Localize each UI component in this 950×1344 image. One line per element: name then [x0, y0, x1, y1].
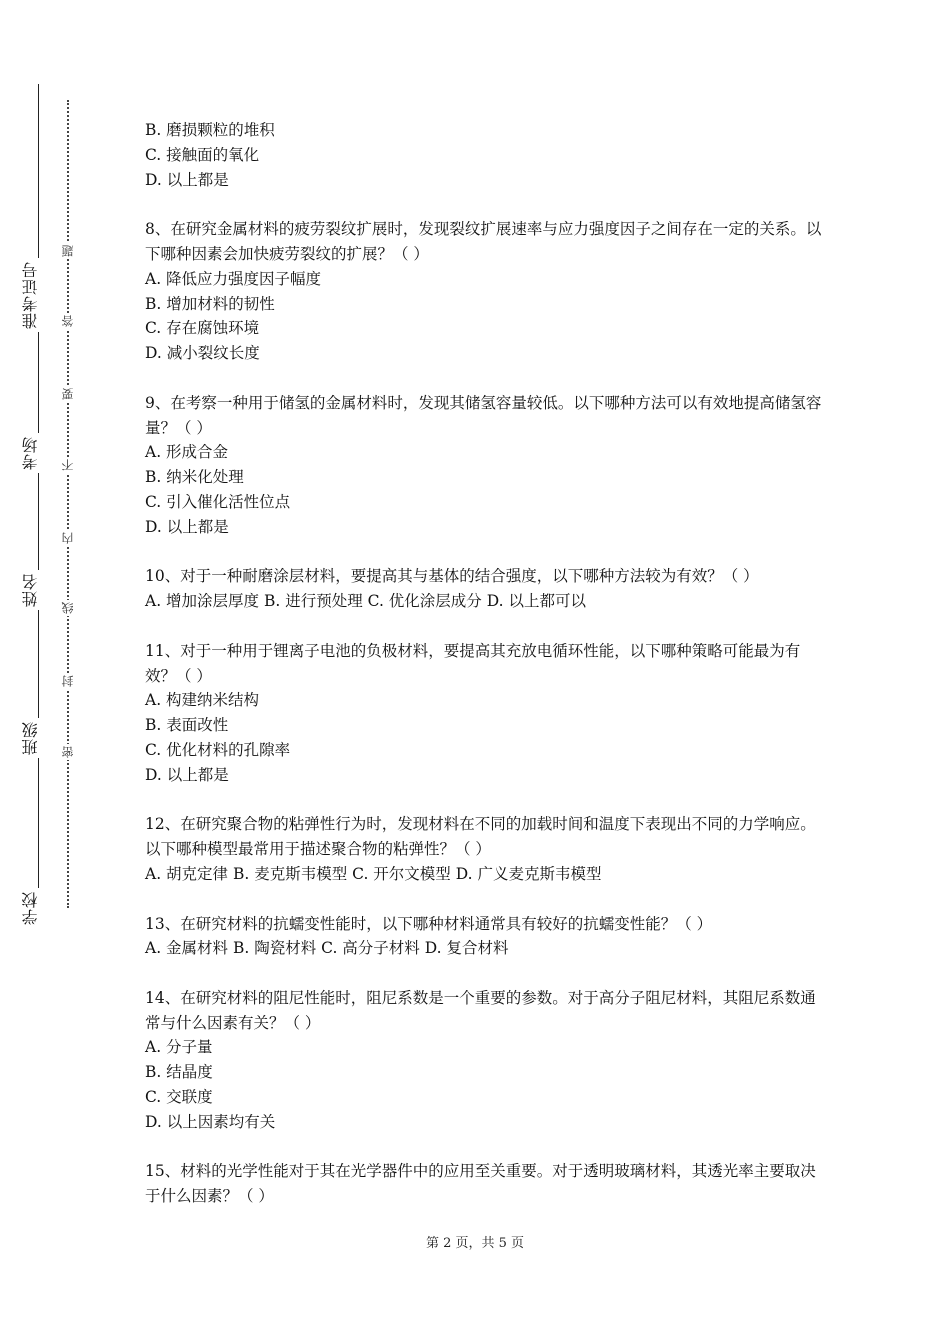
seal-char: 答: [61, 315, 75, 327]
option: C. 接触面的氧化: [145, 145, 260, 164]
option: D. 以上因素均有关: [145, 1112, 276, 1131]
option: C. 引入催化活性位点: [145, 492, 291, 511]
seal-char: 要: [61, 388, 75, 400]
binding-line: [38, 84, 39, 924]
question-12: [145, 812, 825, 886]
option: C. 存在腐蚀环境: [145, 319, 260, 338]
question-11: [145, 639, 825, 788]
option: C. 优化材料的孔隙率: [145, 740, 291, 759]
option: B. 增加材料的韧性: [145, 294, 275, 313]
question-14: [145, 986, 825, 1135]
option-row: A. 金属材料 B. 陶瓷材料 C. 高分子材料 D. 复合材料: [145, 939, 509, 958]
name-label: 姓名: [19, 570, 49, 610]
option: A. 降低应力强度因子幅度: [145, 269, 322, 288]
option-row: A. 胡克定律 B. 麦克斯韦模型 C. 开尔文模型 D. 广义麦克斯韦模型: [145, 864, 602, 883]
question-10: [145, 564, 825, 614]
seal-char: 不: [61, 459, 75, 471]
option: A. 分子量: [145, 1038, 213, 1057]
option: A. 形成合金: [145, 443, 229, 462]
question-13: [145, 912, 825, 962]
question-stem: 9、在考察一种用于储氢的金属材料时，发现其储氢容量较低。以下哪种方法可以有效地提高储氢容量？（ ）: [145, 393, 822, 437]
question-stem: 11、对于一种用于锂离子电池的负极材料，要提高其充放电循环性能，以下哪种策略可能最为有效？（ ）: [145, 641, 801, 685]
option: D. 以上都是: [145, 517, 229, 536]
seal-char: 题: [61, 245, 75, 257]
question-list: [145, 118, 825, 1234]
option: B. 纳米化处理: [145, 468, 244, 487]
option: D. 以上都是: [145, 170, 229, 189]
option: A. 构建纳米结构: [145, 691, 260, 710]
option: B. 表面改性: [145, 716, 229, 735]
question-stem: 15、材料的光学性能对于其在光学器件中的应用至关重要。对于透明玻璃材料，其透光率主要取决于什么因素？（ ）: [145, 1162, 816, 1206]
option: B. 磨损颗粒的堆积: [145, 121, 275, 139]
option-row: A. 增加涂层厚度 B. 进行预处理 C. 优化涂层成分 D. 以上都可以: [145, 592, 586, 611]
question-15: [145, 1159, 825, 1209]
carryover-question: [145, 118, 825, 192]
seal-dotted-line: [67, 100, 69, 908]
question-stem: 14、在研究材料的阻尼性能时，阻尼系数是一个重要的参数。对于高分子阻尼材料，其阻尼系数通常与什么因素有关？（ ）: [145, 988, 816, 1032]
exam-id-label: 准考证号: [19, 258, 49, 332]
seal-char: 密: [61, 746, 75, 758]
seal-char: 内: [61, 532, 75, 544]
question-stem: 8、在研究金属材料的疲劳裂纹扩展时，发现裂纹扩展速率与应力强度因子之间存在一定的关系。以下哪种因素会加快疲劳裂纹的扩展？（ ）: [145, 220, 822, 263]
question-stem: 10、对于一种耐磨涂层材料，要提高其与基体的结合强度，以下哪种方法较为有效？（ ）: [145, 567, 759, 586]
class-label: 班级: [19, 718, 49, 758]
option: B. 结晶度: [145, 1063, 213, 1082]
question-stem: 12、在研究聚合物的粘弹性行为时，发现材料在不同的加载时间和温度下表现出不同的力学响应。以下哪种模型最常用于描述聚合物的粘弹性？（ ）: [145, 815, 816, 859]
exam-room-label: 考场: [19, 433, 49, 473]
option: C. 交联度: [145, 1088, 213, 1107]
question-stem: 13、在研究材料的抗蠕变性能时，以下哪种材料通常具有较好的抗蠕变性能？（ ）: [145, 914, 713, 933]
option: D. 减小裂纹长度: [145, 344, 260, 363]
seal-char: 线: [61, 602, 75, 614]
question-8: [145, 217, 825, 366]
school-label: 学校: [19, 888, 49, 928]
seal-char: 封: [61, 675, 75, 687]
page-footer: 第 2 页，共 5 页: [425, 1236, 525, 1251]
option: D. 以上都是: [145, 765, 229, 784]
question-9: [145, 391, 825, 540]
